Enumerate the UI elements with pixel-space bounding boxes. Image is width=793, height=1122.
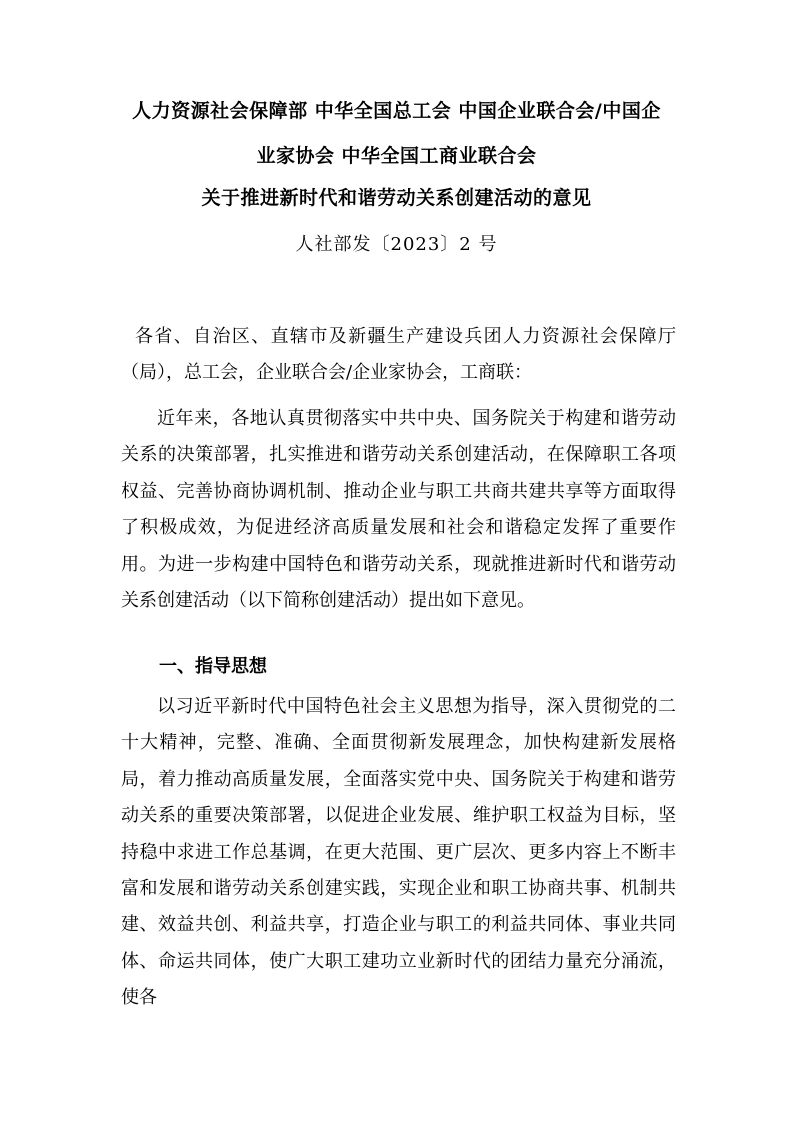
title-line-3: 关于推进新时代和谐劳动关系创建活动的意见 xyxy=(201,187,592,209)
paragraph-guiding-ideology: 以习近平新时代中国特色社会主义思想为指导，深入贯彻党的二十大精神，完整、准确、全面贯彻新发展理念，加快构建新发展格局，着力推动高质量发展，全面落实党中央、国务院关于构建和谐劳动关系的重要决策部署，以促进企业发展、维护职工权益为目标，坚持稳中求进工作总基调，在更大范围、更广层次、更多内容上不断丰富和发展和谐劳动关系创建实践，实现企业和职工协商共事、机制共建、效益共创、利益共享，打造企业与职工的利益共同体、事业共同体、命运共同体，使广大职工建功立业新时代的团结力量充分涌流，使各 xyxy=(121,696,676,1009)
section-heading-guiding-ideology: 一、指导思想 xyxy=(159,656,267,677)
document-number: 人社部发〔2023〕2 号 xyxy=(295,234,498,255)
addressee: 各省、自治区、直辖市及新疆生产建设兵团人力资源社会保障厅（局），总工会，企业联合会/企业家协会，工商联： xyxy=(121,326,676,384)
paragraph-intro: 近年来，各地认真贯彻落实中共中央、国务院关于构建和谐劳动关系的决策部署，扎实推进和谐劳动关系创建活动，在保障职工各项权益、完善协商协调机制、推动企业与职工共商共建共享等方面取得了积极成效，为促进经济高质量发展和社会和谐稳定发挥了重要作用。为进一步构建中国特色和谐劳动关系，现就推进新时代和谐劳动关系创建活动（以下简称创建活动）提出如下意见。 xyxy=(121,408,676,612)
title-line-1: 人力资源社会保障部 中华全国总工会 中国企业联合会/中国企 xyxy=(132,100,661,122)
title-line-2: 业家协会 中华全国工商业联合会 xyxy=(256,145,537,167)
